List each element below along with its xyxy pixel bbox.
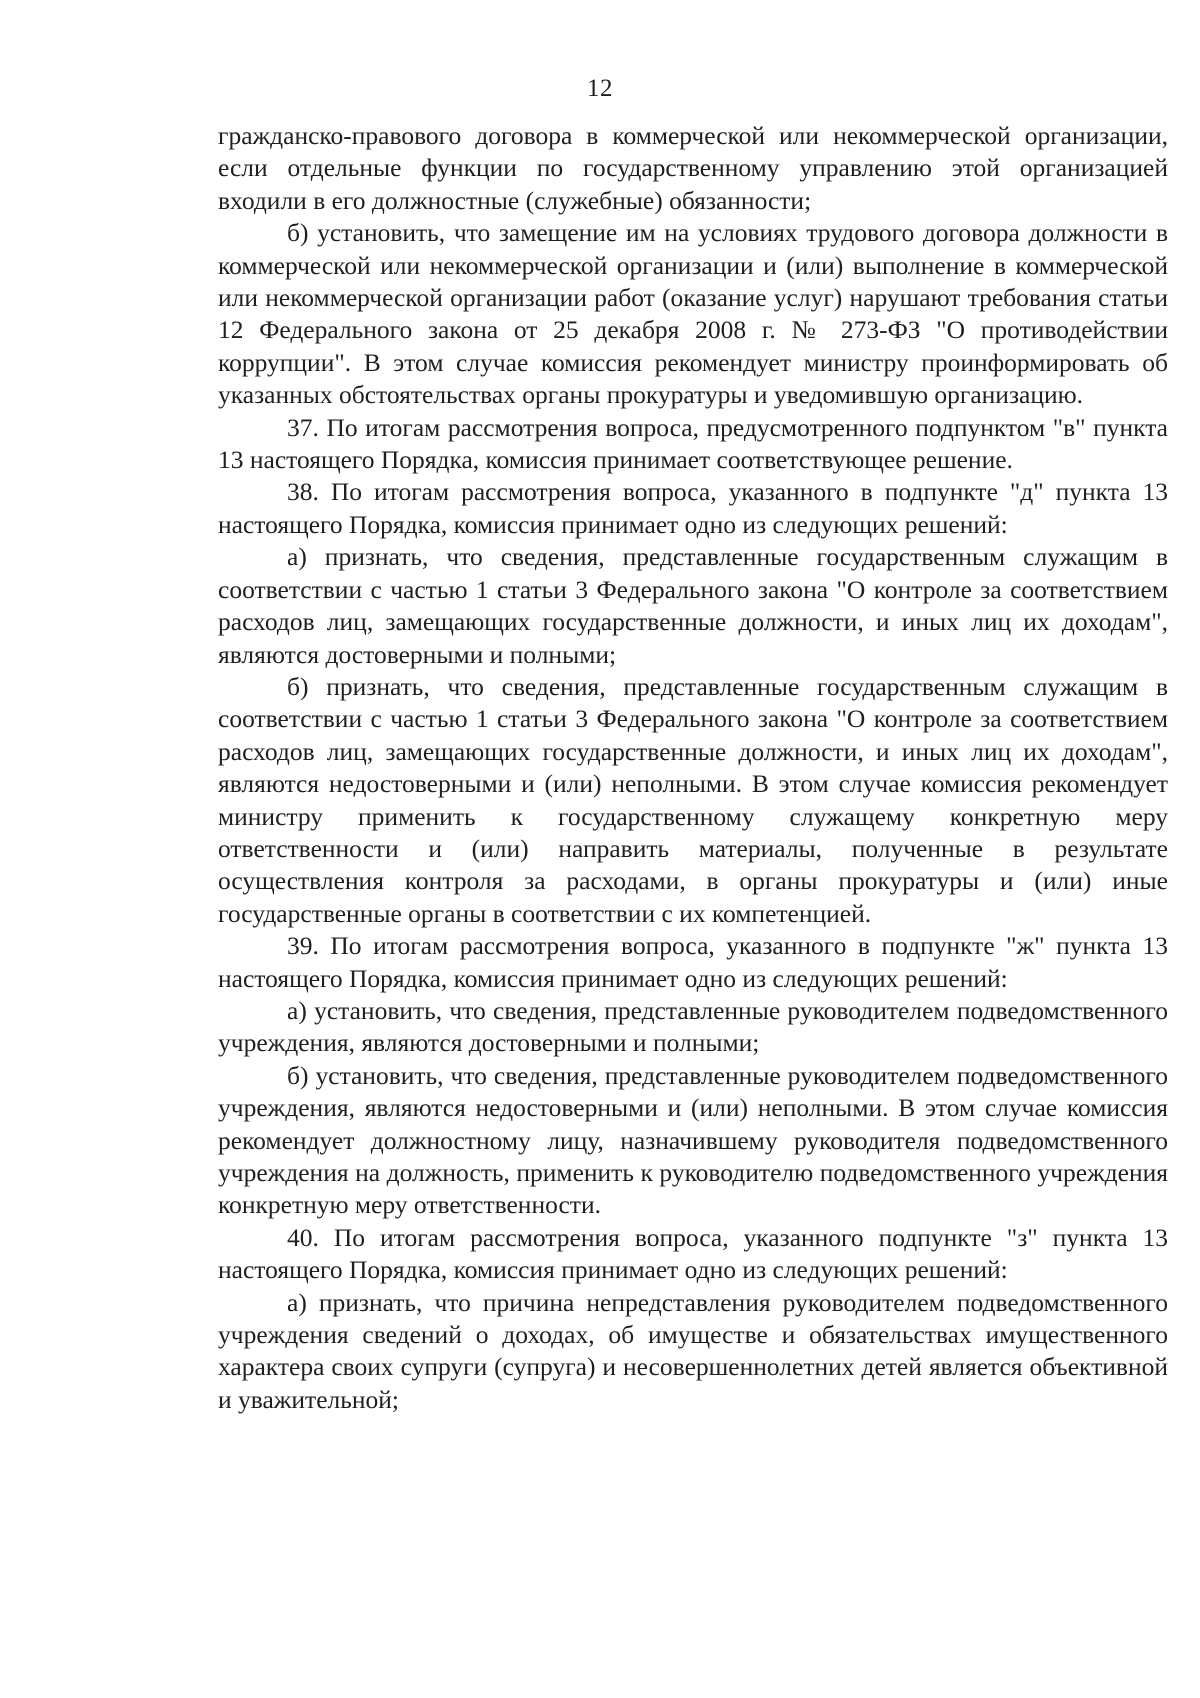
paragraph-40: 40. По итогам рассмотрения вопроса, указанного подпункте "з" пункта 13 настоящего Порядка, комиссия принимает одно из следующих решений: xyxy=(218,1222,1168,1285)
page-number: 12 xyxy=(587,75,613,102)
paragraph-38a: а) признать, что сведения, представленные государственным служащим в соответствии с частью 1 статьи 3 Федерального закона "О контроле за соответствием расходов лиц, замещающих государственные должности, и иных лиц их доходам", являются достоверными и полными; xyxy=(218,542,1168,669)
paragraph-continuation: гражданско-правового договора в коммерческой или некоммерческой организации, если отдельные функции по государственному управлению этой организацией входили в его должностные (служебные) обязанности; xyxy=(218,121,1168,215)
paragraph-40a: а) признать, что причина непредставления руководителем подведомственного учреждения сведений о доходах, об имуществе и обязательствах имущественного характера своих супруги (супруга) и несовершеннолетних детей является объективной и уважительной; xyxy=(218,1287,1168,1414)
document-body xyxy=(218,120,1168,1416)
paragraph-36b: б) установить, что замещение им на условиях трудового договора должности в коммерческой или некоммерческой организации и (или) выполнение в коммерческой или некоммерческой организации работ (оказание услуг) нарушают требования статьи 12 Федерального закона от 25 декабря 2008 г. № 273-ФЗ "О противодействии коррупции". В этом случае комиссия рекомендует министру проинформировать об указанных обстоятельствах органы прокуратуры и уведомившую организацию. xyxy=(218,218,1168,410)
paragraph-37: 37. По итогам рассмотрения вопроса, предусмотренного подпунктом "в" пункта 13 настоящего Порядка, комиссия принимает соответствующее решение. xyxy=(218,412,1168,475)
paragraph-38b: б) признать, что сведения, представленные государственным служащим в соответствии с частью 1 статьи 3 Федерального закона "О контроле за соответствием расходов лиц, замещающих государственные должности, и иных лиц их доходам", являются недостоверными и (или) неполными. В этом случае комиссия рекомендует министру применить к государственному служащему конкретную меру ответственности и (или) направить материалы, полученные в результате осуществления контроля за расходами, в органы прокуратуры и (или) иные государственные органы в соответствии с их компетенцией. xyxy=(218,671,1168,928)
paragraph-39: 39. По итогам рассмотрения вопроса, указанного в подпункте "ж" пункта 13 настоящего Порядка, комиссия принимает одно из следующих решений: xyxy=(218,931,1168,993)
paragraph-39b: б) установить, что сведения, представленные руководителем подведомственного учреждения, являются недостоверными и (или) неполными. В этом случае комиссия рекомендует должностному лицу, назначившему руководителя подведомственного учреждения на должность, применить к руководителю подведомственного учреждения конкретную меру ответственности. xyxy=(218,1060,1168,1220)
paragraph-38: 38. По итогам рассмотрения вопроса, указанного в подпункте "д" пункта 13 настоящего Порядка, комиссия принимает одно из следующих решений: xyxy=(218,477,1168,539)
paragraph-39a: а) установить, что сведения, представленные руководителем подведомственного учреждения, являются достоверными и полными; xyxy=(218,995,1168,1058)
